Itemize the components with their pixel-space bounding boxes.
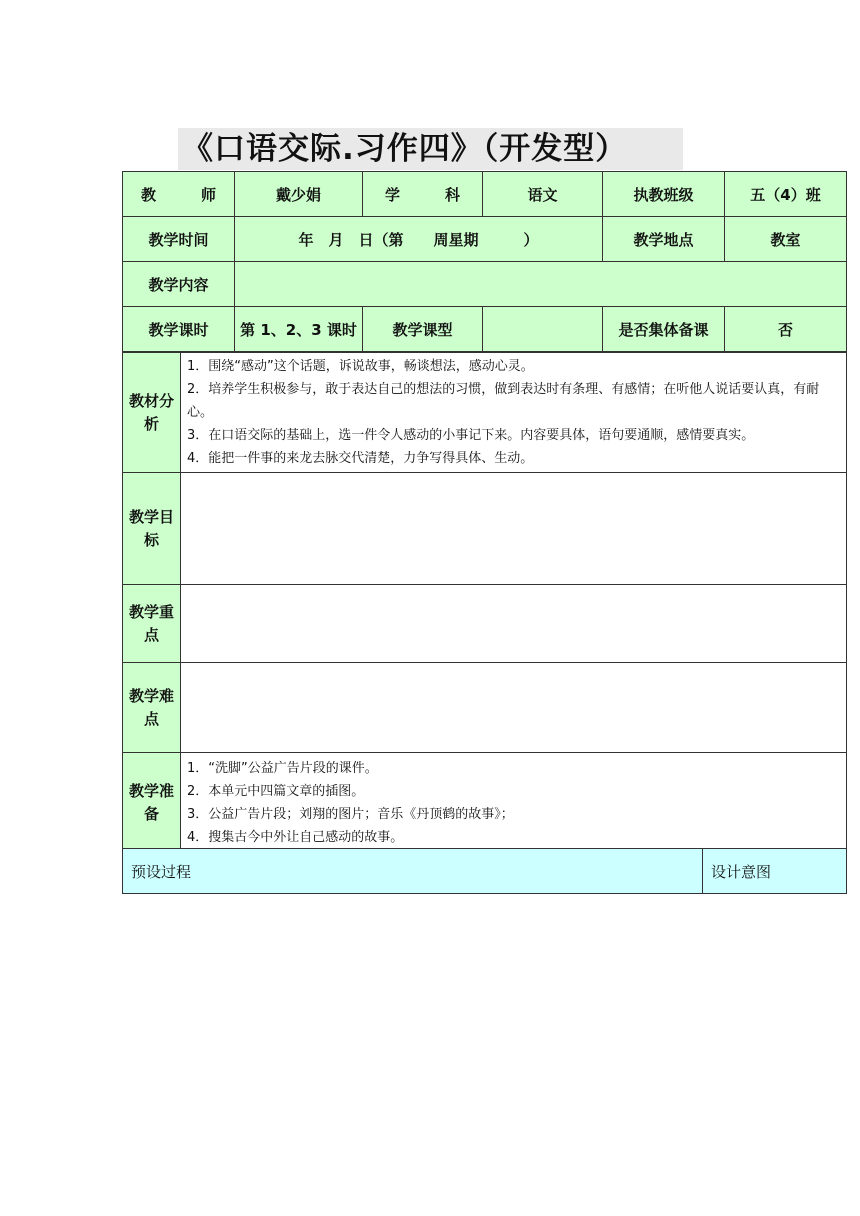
- preparation-item: 2．本单元中四篇文章的插图。: [187, 783, 365, 799]
- difficult-points-row: [123, 663, 847, 753]
- analysis-item: 2．培养学生积极参与，敢于表达自己的想法的习惯，做到表达时有条理、有感情；在听他人说话要认真，有耐心。: [187, 382, 820, 420]
- info-row-hours: [123, 307, 847, 352]
- subject-value: 语文: [483, 172, 603, 217]
- lesson-detail-table: [122, 352, 847, 853]
- key-points-label: 教学重点: [123, 585, 181, 663]
- analysis-item: 3．在口语交际的基础上，选一件令人感动的小事记下来。内容要具体，语句要通顺，感情要真实。: [187, 428, 755, 443]
- subject-label: 学 科: [363, 172, 483, 217]
- preparation-row: [123, 753, 847, 853]
- info-row-teacher: [123, 172, 847, 217]
- place-value: 教室: [725, 217, 847, 262]
- collective-label: 是否集体备课: [603, 307, 725, 352]
- analysis-content: [181, 353, 847, 473]
- place-label: 教学地点: [603, 217, 725, 262]
- teacher-label: 教 师: [123, 172, 235, 217]
- process-header-table: [122, 848, 847, 894]
- analysis-item: 4．能把一件事的来龙去脉交代清楚，力争写得具体、生动。: [187, 451, 534, 466]
- goals-content: [181, 473, 847, 585]
- teacher-value: 戴少娟: [235, 172, 363, 217]
- analysis-row: [123, 353, 847, 473]
- key-points-content: [181, 585, 847, 663]
- analysis-label: 教材分析: [123, 353, 181, 473]
- lesson-info-table: [122, 171, 847, 352]
- time-value: 年 月 日（第 周星期 ）: [235, 217, 603, 262]
- type-label: 教学课型: [363, 307, 483, 352]
- difficult-points-label: 教学难点: [123, 663, 181, 753]
- design-intent-label: 设计意图: [703, 849, 847, 894]
- key-points-row: [123, 585, 847, 663]
- type-value: [483, 307, 603, 352]
- preparation-item: 4．搜集古今中外让自己感动的故事。: [187, 829, 404, 845]
- info-row-time: [123, 217, 847, 262]
- content-value: [235, 262, 847, 307]
- analysis-item: 1．围绕“感动”这个话题，诉说故事，畅谈想法，感动心灵。: [187, 359, 534, 374]
- page-title: 《口语交际.习作四》（开发型）: [178, 128, 683, 170]
- time-label: 教学时间: [123, 217, 235, 262]
- content-label: 教学内容: [123, 262, 235, 307]
- process-label: 预设过程: [123, 849, 703, 894]
- class-value: 五（4）班: [725, 172, 847, 217]
- difficult-points-content: [181, 663, 847, 753]
- preparation-item: 3．公益广告片段；刘翔的图片；音乐《丹顶鹤的故事》；: [187, 806, 514, 822]
- preparation-content: [181, 753, 847, 853]
- hours-label: 教学课时: [123, 307, 235, 352]
- goals-row: [123, 473, 847, 585]
- info-row-content: [123, 262, 847, 307]
- class-label: 执教班级: [603, 172, 725, 217]
- goals-label: 教学目标: [123, 473, 181, 585]
- collective-value: 否: [725, 307, 847, 352]
- process-header-row: [123, 849, 847, 894]
- preparation-item: 1．“洗脚”公益广告片段的课件。: [187, 760, 378, 776]
- hours-value: 第 1、2、3 课时: [235, 307, 363, 352]
- preparation-label: 教学准备: [123, 753, 181, 853]
